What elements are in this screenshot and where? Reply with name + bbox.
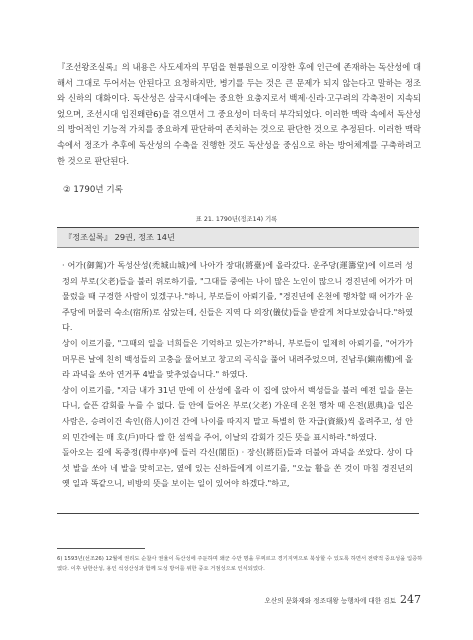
footnote-divider: [57, 548, 145, 549]
table-paragraph: 돌아오는 길에 독중정(得中亭)에 들러 각신(閣臣) · 장신(將臣)들과 더불어 과녁을 쏘았다. 상이 다섯 발을 쏘아 네 발을 맞히고는, 옆에 있는 신하들에게 이르기를, "오늘 활을 쏜 것이 마침 경진년의 옛 일과 똑같으니, 비방의 뜻을 보이는 일이 있어야 하겠다."하고,: [62, 447, 413, 489]
table-paragraph: 상이 이르기를, "그때의 일을 너희들은 기억하고 있는가?"하니, 부로들이 일제히 아뢰기를, "어가가 머무른 날에 친히 백성들의 고충을 물어보고 창고의 곡식을 풀어 내려주었으며, 진남루(鎭南樓)에 올라 과녁을 쏘아 연거푸 4발을 맞추었습니다." 하였다.: [62, 337, 413, 380]
record-table: [57, 227, 419, 514]
table-body: [62, 258, 413, 492]
table-paragraph: · 어가(御駕)가 독성산성(禿城山城)에 나아가 장대(將臺)에 올라갔다. 운주당(運籌堂)에 이르러 성정의 부로(父老)들을 불러 위로하기를, "그대들 중에는 나이 많은 노인이 많으니 경진년에 어가가 머물렀을 때 구경한 사람이 있겠구나."하니, 부로들이 아뢰기를, "경진년에 온천에 행차할 때 어가가 운주당에 머물러 숙소(宿所)로 삼았는데, 신들은 지역 다 의장(儀仗)들을 받갈게 처다보았습니다."하였다.: [62, 260, 413, 333]
running-footer-title: 오산의 문화재와 정조대왕 능행차에 대한 검토: [264, 597, 396, 605]
table-caption: 표 21. 1790년(정조14) 기록: [195, 216, 278, 223]
table-source-label: 『정조실록』 29권, 정조 14년: [64, 232, 175, 242]
footnote: 6) 1593년(선조26) 12월에 권리도 순찰사 권율이 독산성에 주둔하며 왜군 수만 명을 무찌르고 경기지역으로 북상할 수 있도록 하면서 전략적 중요성을 입증하였다. 이후 남한산성, 용인 석성산성과 함께 도성 방어를 위한 중요 거점성으로 인식되었다.: [57, 556, 423, 572]
table-source-header: [57, 228, 419, 248]
page-number: 247: [400, 593, 421, 606]
section-heading: ② 1790년 기록: [63, 185, 123, 195]
table-paragraph: 상이 이르기를, "지금 내가 31년 만에 이 산성에 올라 이 집에 앉아서 백성들을 불러 예전 일을 묻는다니, 슬픈 감회를 누를 수 없다. 들 안에 들어온 부로(父老) 가운데 온천 행차 때 은전(恩典)을 입은 사람은, 승려이건 속인(俗人)이건 간에 나이를 따지지 말고 특별히 한 자급(資級)씩 올려주고, 성 안의 민간에는 매 호(戶)마다 쌀 한 섬씩을 주어, 이날의 감회가 깃든 뜻을 표시하라."하였다.: [62, 384, 413, 442]
intro-paragraph: 『조선왕조실록』의 내용은 사도세자의 무덤을 현륭원으로 이장한 후에 인근에 존재하는 독산성에 대해서 그대로 두어서는 안된다고 요청하지만, 병기를 두는 것은 큰 문제가 되지 않는다고 말하는 정조와 신하의 대화이다. 독산성은 삼국시대에는 중요한 요충지로서 백제·신라·고구려의 각축전이 지속되었으며, 조선시대 임진왜란6)을 겪으면서 그 중요성이 더욱더 부각되었다. 이러한 맥락 속에서 독산성의 방어적인 기능적 가치를 중요하게 판단하여 존치하는 것으로 판단한 것으로 추정된다. 이러한 맥락 속에서 정조가 추후에 독산성의 수축을 진행한 것도 독산성을 중심으로 하는 방어체계를 구축하려고 한 것으로 판단된다.: [57, 62, 421, 166]
page-footer: [264, 593, 421, 606]
